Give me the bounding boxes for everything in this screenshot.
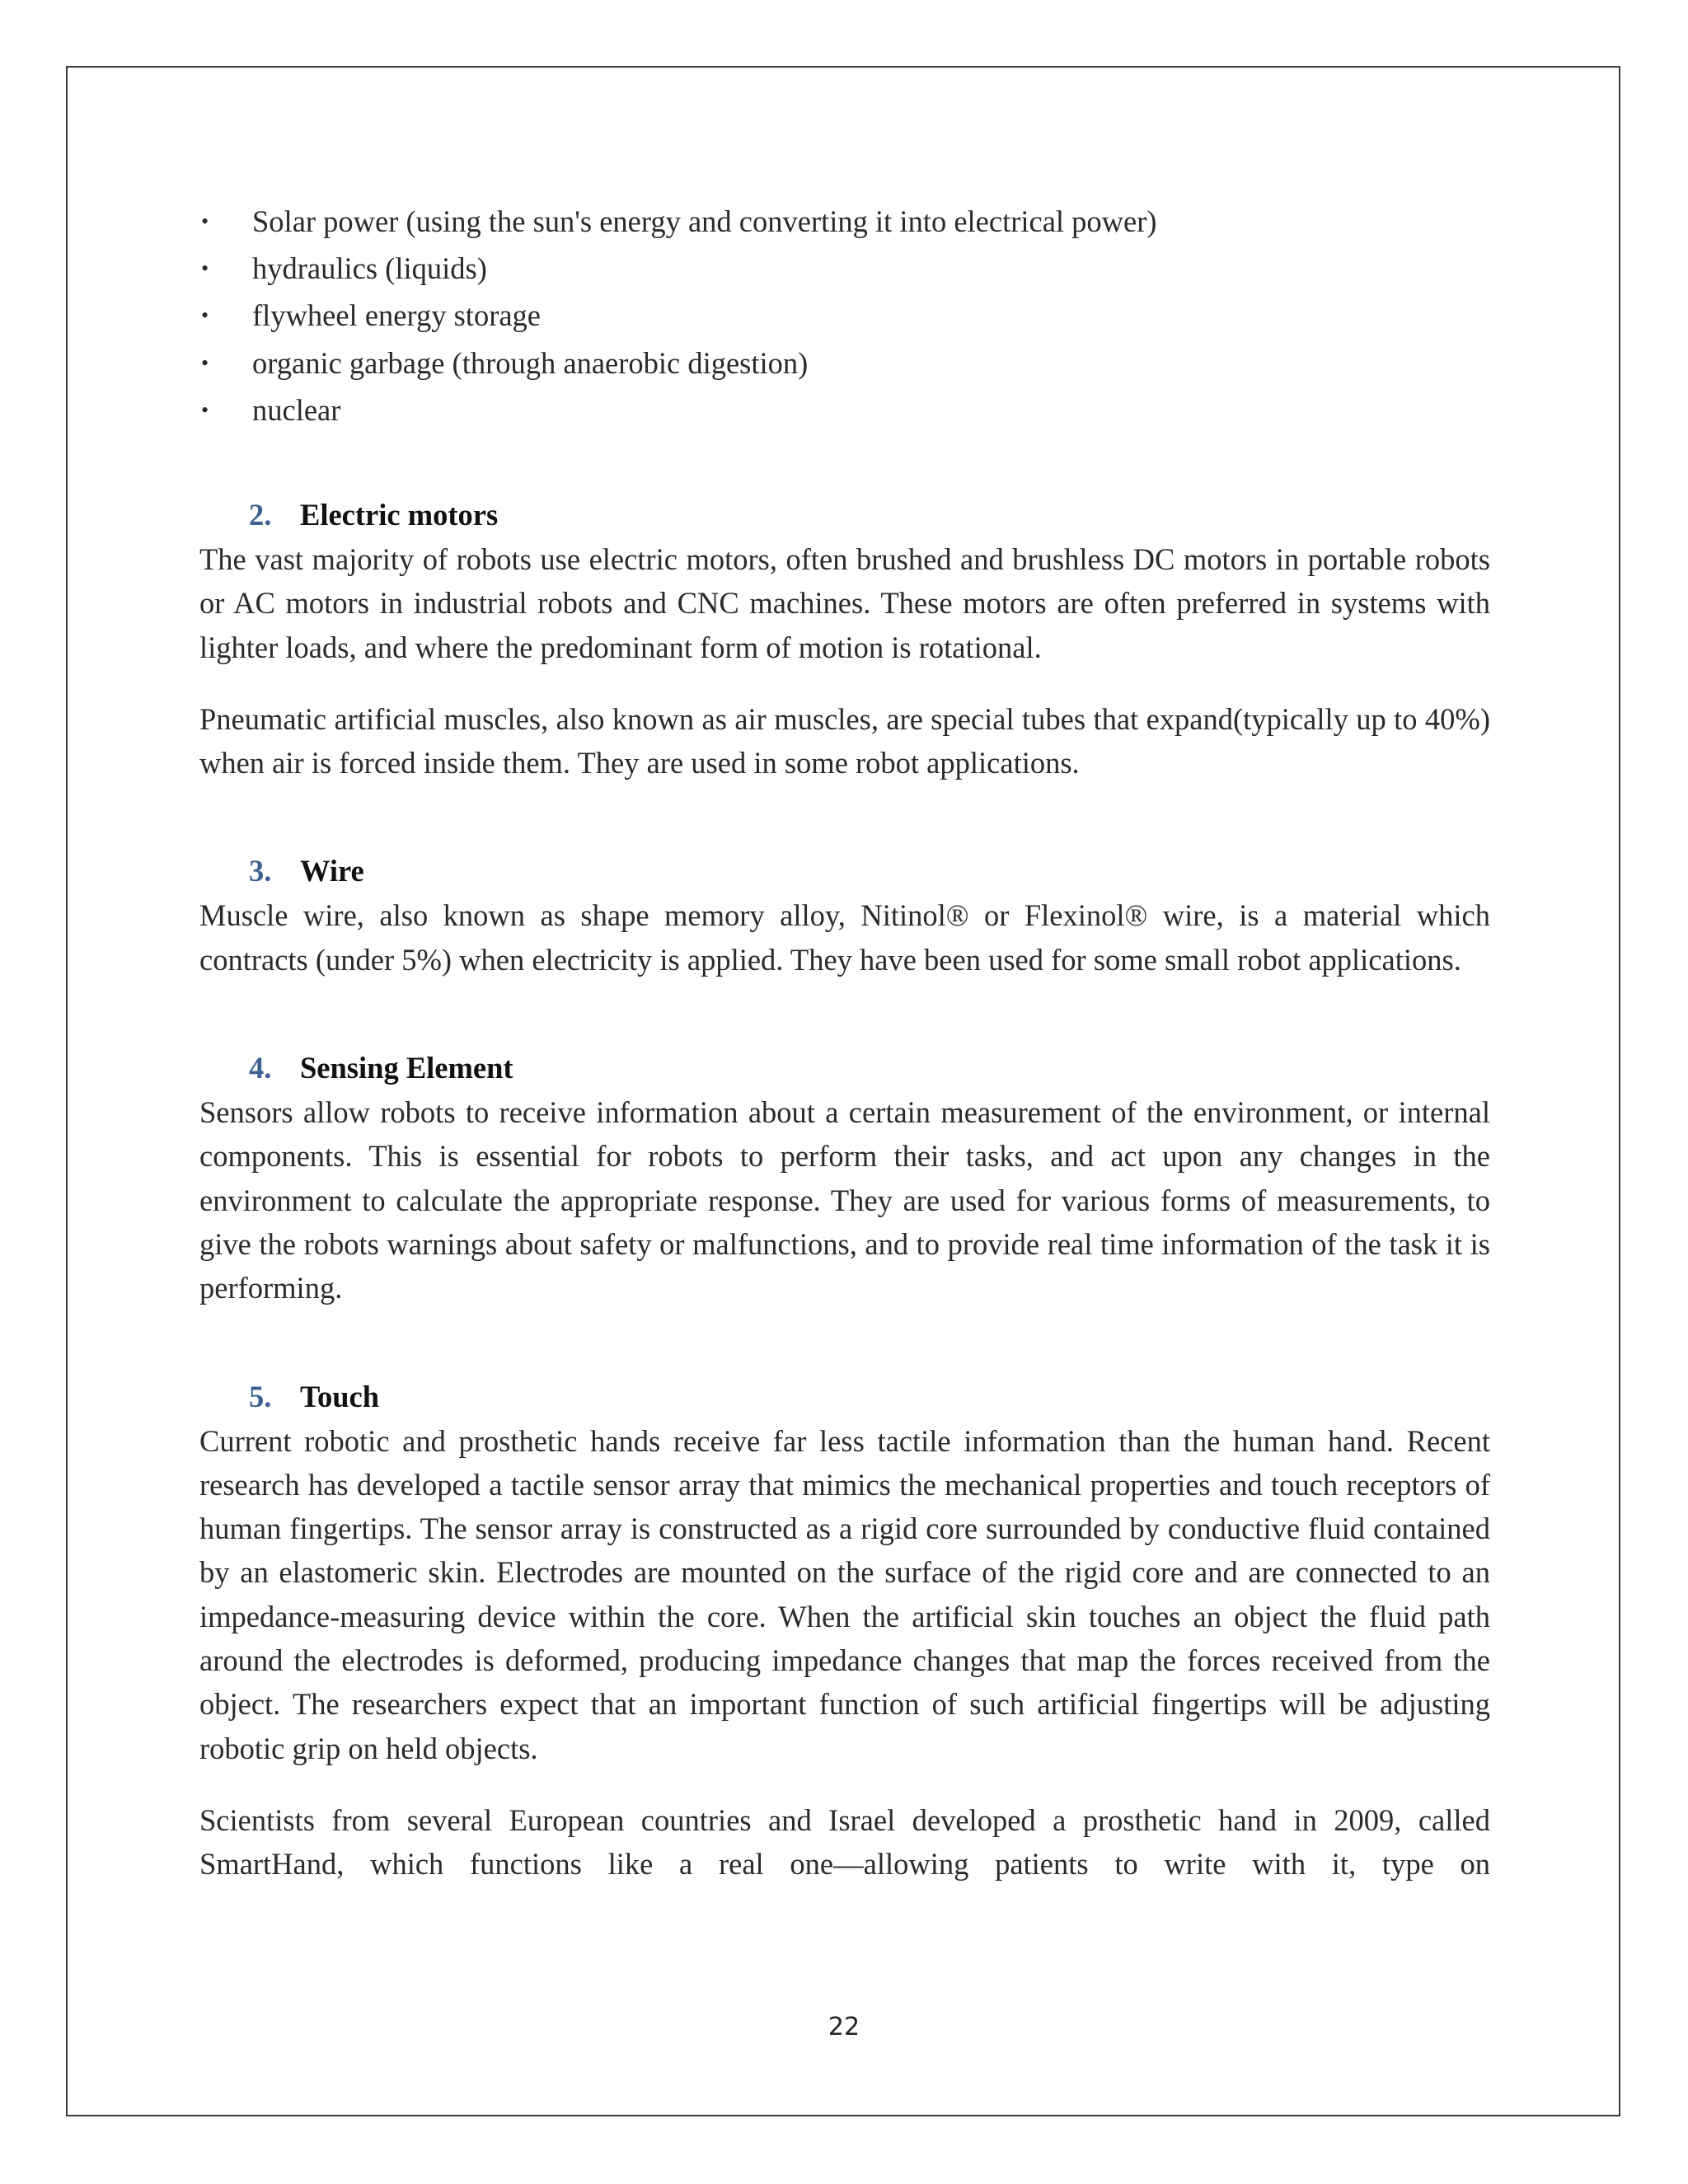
section-heading-touch [249,1375,1490,1419]
list-item: • Solar power (using the sun's energy and converting it into electrical power) [199,198,1490,245]
section-heading-electric-motors [249,493,1490,537]
bullet-icon: • [201,303,209,328]
section-number: 4. [249,1051,272,1085]
section-heading-sensing-element [249,1046,1490,1090]
bullet-icon: • [201,350,209,375]
section-number: 5. [249,1379,272,1413]
paragraph: Current robotic and prosthetic hands receive far less tactile information than the human hand. Recent research has developed a tactile sensor array that mimics the mechanical properties and touch receptors of human fingertips. The sensor array is constructed as a rigid core surrounded by conductive fluid contained by an elastomeric skin. Electrodes are mounted on the surface of the rigid core and are connected to an impedance-measuring device within the core. When the artificial skin touches an object the fluid path around the electrodes is deformed, producing impedance changes that map the forces received from the object. The researchers expect that an important function of such artificial fingertips will be adjusting robotic grip on held objects. [199,1423,1490,1765]
list-item: • organic garbage (through anaerobic digestion) [199,340,1490,387]
paragraph: Scientists from several European countries and Israel developed a prosthetic hand in 2009, called SmartHand, which functions like a real one—allowing patients to write with it, type on [199,1802,1490,1882]
list-item: • hydraulics (liquids) [199,245,1490,292]
page-content [199,198,1490,1886]
section-title: Touch [300,1379,380,1413]
bullet-icon: • [201,256,209,281]
list-item: • nuclear [199,387,1490,434]
page-number: 22 [828,2013,860,2041]
list-item: • flywheel energy storage [199,292,1490,339]
bullet-icon: • [201,209,209,233]
paragraph: Muscle wire, also known as shape memory alloy, Nitinol® or Flexinol® wire, is a material which contracts (under 5%) when electricity is applied. They have been used for some small robot applications. [199,898,1490,977]
bullet-icon: • [201,397,209,422]
paragraph: Sensors allow robots to receive information about a certain measurement of the environment, or internal components. This is essential for robots to perform their tasks, and act upon any changes in the environment to calculate the appropriate response. They are used for various forms of measurements, to give the robots warnings about safety or malfunctions, and to provide real time information of the task it is performing. [199,1095,1490,1305]
power-source-list [199,198,1490,434]
paragraph: Pneumatic artificial muscles, also known as air muscles, are special tubes that expand(typically up to 40%) when air is forced inside them. They are used in some robot applications. [199,701,1490,780]
section-heading-wire [249,849,1490,893]
section-title: Electric motors [300,497,499,532]
section-title: Wire [300,854,364,888]
section-number: 3. [249,854,272,888]
section-title: Sensing Element [300,1051,513,1085]
paragraph: The vast majority of robots use electric motors, often brushed and brushless DC motors in portable robots or AC motors in industrial robots and CNC machines. These motors are often preferred in systems with lighter loads, and where the predominant form of motion is rotational. [199,541,1490,664]
section-number: 2. [249,497,272,532]
